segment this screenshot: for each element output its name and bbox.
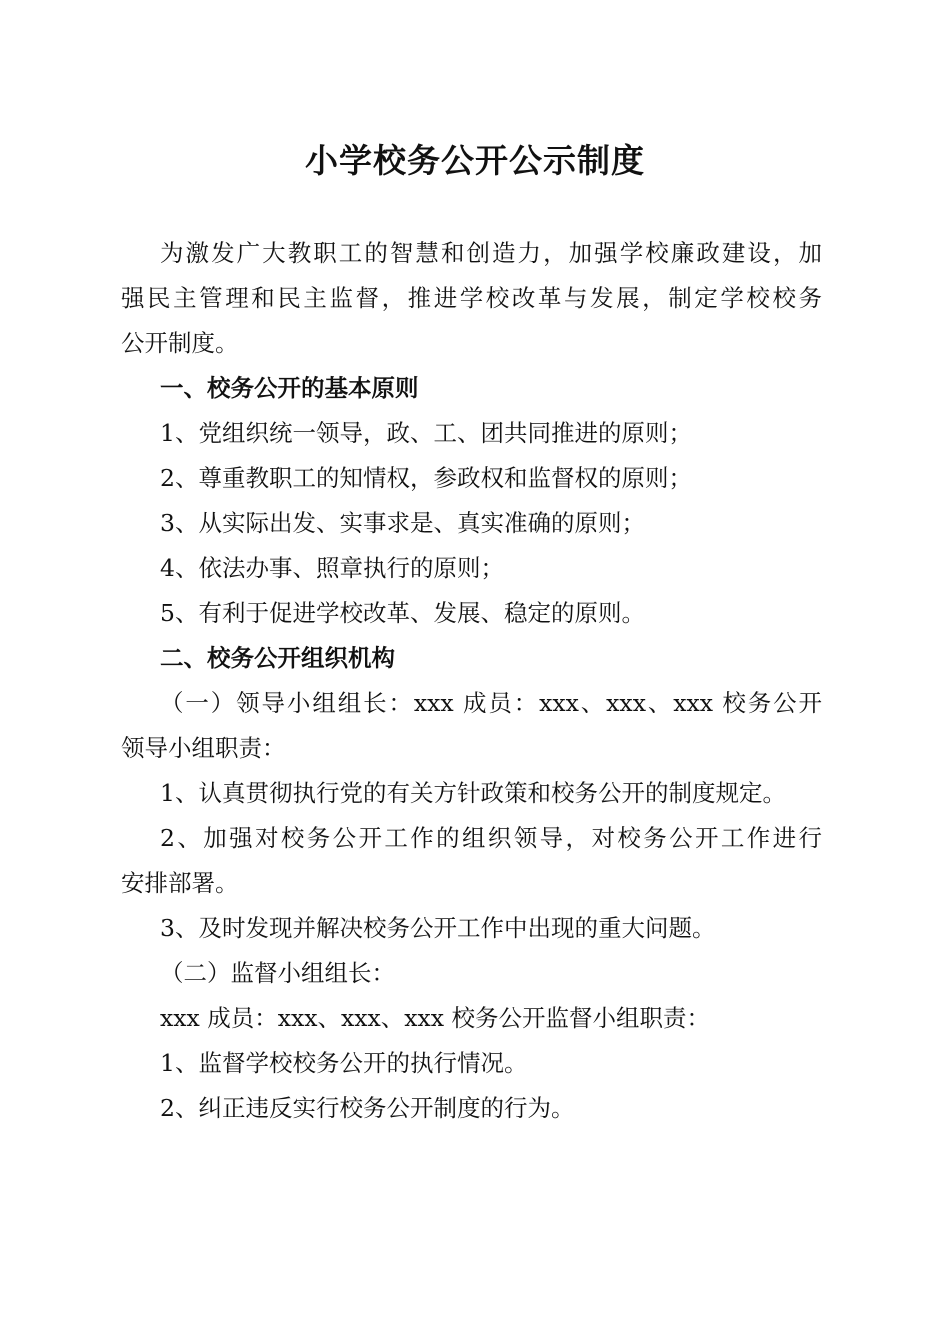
supervision-group-line-1: （二）监督小组组长： [160, 959, 395, 987]
leadership-duty-2-line-1: 2、加强对校务公开工作的组织领导，对校务公开工作进行 [160, 824, 822, 852]
section-2-heading: 二、校务公开组织机构 [160, 644, 395, 672]
leadership-duty-3: 3、及时发现并解决校务公开工作中出现的重大问题。 [160, 914, 716, 942]
supervision-duty-2: 2、纠正违反实行校务公开制度的行为。 [160, 1094, 575, 1122]
principle-item-5: 5、有利于促进学校改革、发展、稳定的原则。 [160, 599, 645, 627]
document-title: 小学校务公开公示制度 [305, 141, 645, 180]
leadership-group-line-2: 领导小组职责： [121, 734, 286, 762]
supervision-duty-1: 1、监督学校校务公开的执行情况。 [160, 1049, 528, 1077]
leadership-duty-1: 1、认真贯彻执行党的有关方针政策和校务公开的制度规定。 [160, 779, 786, 807]
section-1-heading: 一、校务公开的基本原则 [160, 374, 419, 402]
leadership-duty-2-line-2: 安排部署。 [121, 869, 239, 897]
intro-line-1: 为激发广大教职工的智慧和创造力，加强学校廉政建设，加 [160, 239, 822, 267]
intro-line-2: 强民主管理和民主监督，推进学校改革与发展，制定学校校务 [121, 284, 822, 312]
supervision-group-line-2: xxx 成员：xxx、xxx、xxx 校务公开监督小组职责： [160, 1004, 710, 1032]
principle-item-4: 4、依法办事、照章执行的原则； [160, 554, 504, 582]
leadership-group-line-1: （一）领导小组组长：xxx 成员：xxx、xxx、xxx 校务公开 [160, 689, 822, 717]
intro-line-3: 公开制度。 [121, 329, 239, 357]
principle-item-3: 3、从实际出发、实事求是、真实准确的原则； [160, 509, 645, 537]
principle-item-2: 2、尊重教职工的知情权，参政权和监督权的原则； [160, 464, 692, 492]
principle-item-1: 1、党组织统一领导，政、工、团共同推进的原则； [160, 419, 692, 447]
